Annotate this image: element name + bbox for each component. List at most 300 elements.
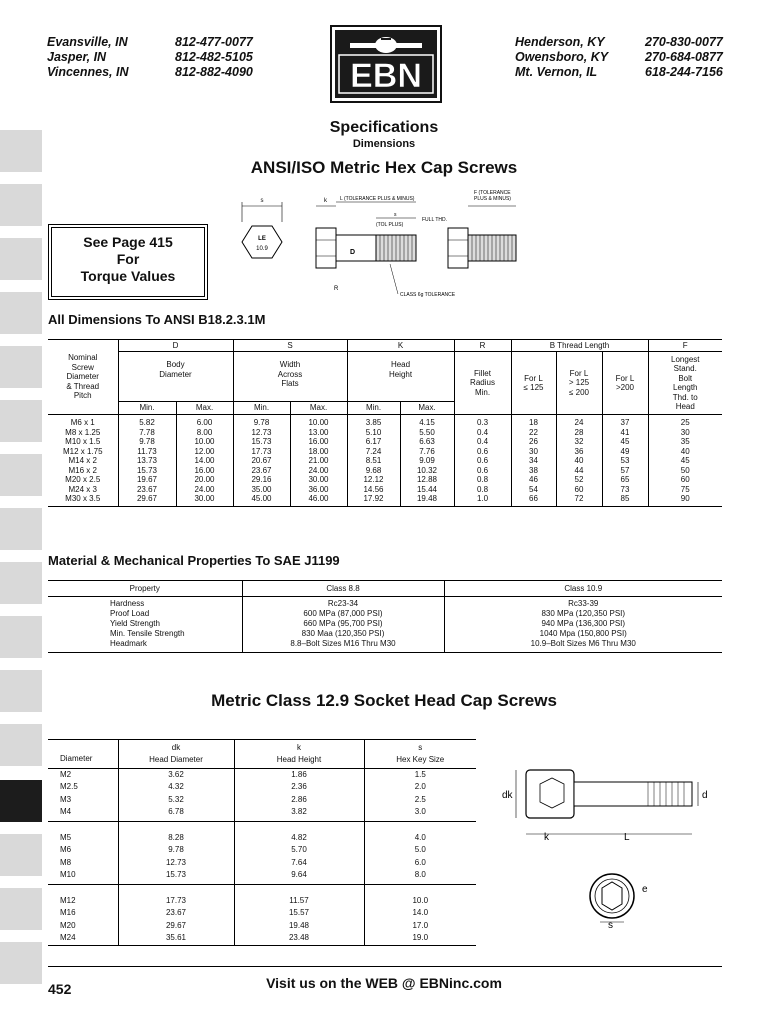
side-tab	[0, 238, 42, 280]
section-title-socket: Metric Class 12.9 Socket Head Cap Screws	[211, 691, 557, 710]
th-text: Longest	[671, 354, 700, 364]
socket-head-diagram	[498, 760, 724, 940]
table-cell: M8	[60, 857, 72, 867]
side-tab	[0, 724, 42, 766]
table-cell: 36	[556, 447, 602, 457]
table-cell: 9.78	[118, 437, 176, 447]
location-phone: 618-244-7156	[645, 65, 723, 79]
th-text: For L	[615, 373, 635, 383]
table-cell: 8.51	[347, 456, 400, 466]
table-cell: 37	[602, 415, 648, 428]
table-cell: 0.3	[454, 415, 511, 428]
table-cell: 2.36	[234, 781, 364, 794]
location-phone: 270-684-0877	[645, 50, 723, 64]
table-cell: 66	[511, 494, 556, 506]
th-text: >200	[615, 383, 635, 392]
table-cell: M24 x 3	[68, 484, 97, 494]
table-cell: 45	[602, 437, 648, 447]
table-cell: 0.4	[454, 437, 511, 447]
location-city: Owensboro, KY	[515, 50, 609, 64]
table-cell: 65	[602, 475, 648, 485]
table-cell: 60	[556, 485, 602, 495]
table-cell: 11.73	[118, 447, 176, 457]
th-text: Thd. to	[672, 392, 698, 402]
side-tab	[0, 346, 42, 388]
table-cell: 8.0	[364, 869, 476, 884]
dim-label-full-thd: FULL THD.	[422, 217, 448, 223]
th-text: Diameter	[66, 372, 99, 382]
table-cell: 22	[511, 428, 556, 438]
table-cell: 1.5	[364, 768, 476, 781]
dim-label-dk: dk	[502, 790, 513, 801]
table-cell: 1.86	[234, 768, 364, 781]
location-city: Evansville, IN	[47, 35, 128, 49]
table-cell: 3.82	[234, 806, 364, 821]
table-cell: 5.32	[118, 794, 234, 807]
table-row	[48, 428, 722, 438]
th-group-f: F	[648, 340, 722, 352]
table-row	[48, 884, 476, 907]
table-cell: 30.00	[290, 475, 347, 485]
th-property: Property	[48, 581, 242, 597]
table-cell: 8.8–Bolt Sizes M16 Thru M30	[242, 639, 444, 653]
table-cell: 30	[648, 428, 722, 438]
th-symbol: dk	[171, 742, 181, 752]
table-cell: 6.00	[176, 415, 233, 428]
th-text: Stand.	[673, 364, 697, 373]
th-text: Min.	[474, 387, 491, 397]
th-text: Length	[673, 383, 698, 392]
table-row	[48, 437, 722, 447]
table-cell: 32	[556, 437, 602, 447]
table-cell: 10.00	[290, 415, 347, 428]
th-group-r: R	[454, 340, 511, 352]
table-cell: 19.0	[364, 932, 476, 945]
table-cell: M10	[48, 869, 118, 884]
page-heading: Specifications	[329, 119, 439, 136]
table-cell: 23.67	[118, 485, 176, 495]
table-cell: 8.28	[118, 821, 234, 844]
th-text: ≤ 125	[523, 383, 544, 392]
table-cell: 600 MPa (87,000 PSI)	[242, 609, 444, 619]
table-cell: 6.17	[347, 437, 400, 447]
table-cell: M6	[60, 845, 72, 854]
table-cell: 24.00	[290, 466, 347, 476]
table-cell: 41	[602, 428, 648, 438]
locations-left-phones	[175, 35, 253, 80]
table-cell: 20.00	[176, 475, 233, 485]
material-heading: Material & Mechanical Properties To SAE J1199	[48, 553, 340, 568]
section-title-hex: ANSI/ISO Metric Hex Cap Screws	[250, 158, 518, 177]
th-min: Min.	[233, 402, 290, 415]
table-cell: 44	[556, 466, 602, 476]
table-cell: 15.44	[400, 485, 454, 495]
table-row	[48, 806, 476, 821]
table-cell: 57	[602, 466, 648, 476]
table-cell: 23.67	[118, 907, 234, 920]
table-cell: 23.48	[234, 932, 364, 945]
th-diameter: Diameter	[48, 740, 118, 769]
table-cell: 6.78	[118, 806, 234, 821]
table-cell: 6.63	[400, 437, 454, 447]
table-cell: 14.56	[347, 485, 400, 495]
table-cell: 52	[556, 475, 602, 485]
dim-label-k2: k	[544, 832, 549, 843]
table-cell: 75	[648, 485, 722, 495]
location-city: Henderson, KY	[515, 35, 605, 49]
table-cell: 0.6	[454, 456, 511, 466]
table-cell: M8 x 1.25	[65, 427, 101, 437]
table-cell: 21.00	[290, 456, 347, 466]
th-text: Diameter	[159, 369, 192, 379]
th-group-b: B Thread Length	[511, 340, 648, 352]
table-cell: 14.0	[364, 907, 476, 920]
table-cell: 5.0	[364, 844, 476, 857]
table-cell: 1040 Mpa (150,800 PSI)	[444, 629, 722, 639]
table-cell: 10.32	[400, 466, 454, 476]
props-table-body	[48, 597, 722, 653]
headmark-grade: 10.9	[256, 246, 268, 252]
table-cell: 30	[511, 447, 556, 457]
table-cell: 28	[556, 428, 602, 438]
table-cell: 4.82	[234, 821, 364, 844]
th-text: Across	[277, 369, 303, 379]
table-cell: M30 x 3.5	[65, 494, 101, 503]
table-cell: 19.67	[118, 475, 176, 485]
table-cell: 30.00	[176, 494, 233, 506]
th-text: For L	[569, 368, 589, 378]
table-cell: 38	[511, 466, 556, 476]
side-tab	[0, 508, 42, 550]
table-row	[48, 609, 722, 619]
table-cell: 12.88	[400, 475, 454, 485]
table-cell: M5	[60, 832, 72, 842]
table-cell: 29.67	[118, 920, 234, 933]
table-cell: 18	[511, 415, 556, 428]
table-cell: 13.00	[290, 428, 347, 438]
th-text: Head	[675, 402, 695, 411]
torque-box	[48, 224, 208, 300]
th-text: > 125	[568, 378, 590, 388]
th-class-88: Class 8.8	[242, 581, 444, 597]
table-cell: Hardness	[110, 599, 145, 608]
dim-label-r: R	[334, 286, 339, 292]
table-row	[48, 619, 722, 629]
table-row	[48, 781, 476, 794]
table-cell: Rc33-39	[444, 597, 722, 610]
table-cell: M12	[60, 895, 76, 905]
dim-label-s-thread: s	[394, 212, 397, 218]
ebn-logo	[330, 25, 442, 103]
properties-table	[48, 580, 722, 653]
th-text: Screw	[71, 362, 94, 372]
table-cell: M16 x 2	[68, 465, 97, 475]
table-cell: 35.00	[233, 485, 290, 495]
location-city: Mt. Vernon, IL	[515, 65, 598, 79]
table-cell: 0.6	[454, 447, 511, 457]
table-cell: 4.0	[364, 821, 476, 844]
table-cell: 17.0	[364, 920, 476, 933]
table-cell: 9.78	[118, 844, 234, 857]
table-cell: 12.12	[347, 475, 400, 485]
table-cell: 85	[602, 494, 648, 506]
th-min: Min.	[347, 402, 400, 415]
table-row	[48, 415, 722, 428]
table-cell: 40	[556, 456, 602, 466]
page-subheading: Dimensions	[352, 138, 416, 150]
table-cell: 13.73	[118, 456, 176, 466]
th-text: Body	[166, 360, 185, 369]
th-symbol: s	[418, 742, 423, 752]
table-cell: 940 MPa (136,300 PSI)	[444, 619, 722, 629]
side-tab	[0, 454, 42, 496]
table-row	[48, 597, 722, 610]
table-row	[48, 869, 476, 884]
table-cell: 90	[648, 494, 722, 506]
th-group-d: D	[118, 340, 233, 352]
location-phone: 270-830-0077	[645, 35, 723, 49]
side-tab	[0, 292, 42, 334]
table-cell: M2.5	[60, 782, 78, 791]
side-tab-active	[0, 780, 42, 822]
table-cell: 10.0	[364, 884, 476, 907]
table-cell: M20 x 2.5	[65, 475, 101, 484]
table-cell: 15.73	[118, 869, 234, 884]
table-cell: 6.0	[364, 857, 476, 870]
table-row	[48, 932, 476, 945]
dim-label-e: e	[642, 884, 648, 895]
table-cell: M2	[60, 769, 72, 779]
th-max: Max.	[290, 402, 347, 415]
table-row	[48, 466, 722, 476]
table-cell: 0.8	[454, 475, 511, 485]
side-tab	[0, 400, 42, 442]
th-text: Hex Key Size	[396, 755, 445, 765]
th-text: Nominal	[68, 353, 98, 363]
th-text: & Thread	[66, 381, 100, 391]
table-cell: 7.64	[234, 857, 364, 870]
table-row	[48, 485, 722, 495]
table-cell: 8.00	[176, 428, 233, 438]
table-cell: 29.16	[233, 475, 290, 485]
dim-label-L: L	[624, 832, 630, 843]
table-cell: 10.9–Bolt Sizes M6 Thru M30	[444, 639, 722, 653]
dim-label-class6g: CLASS 6g TOLERANCE	[400, 292, 456, 298]
table-cell: 40	[648, 447, 722, 457]
table-cell: Min. Tensile Strength	[110, 629, 185, 638]
table-cell: 0.8	[454, 485, 511, 495]
table-row	[48, 920, 476, 933]
side-tab	[0, 616, 42, 658]
table-cell: 830 Maa (120,350 PSI)	[242, 629, 444, 639]
table-cell: 16.00	[290, 437, 347, 447]
th-text: Bolt	[678, 373, 693, 383]
th-min: Min.	[118, 402, 176, 415]
table-cell: 9.64	[234, 869, 364, 884]
table-row	[48, 907, 476, 920]
th-text: Width	[279, 360, 301, 369]
table-cell: 5.82	[118, 415, 176, 428]
th-text: Radius	[470, 378, 495, 388]
table-cell: 5.10	[347, 428, 400, 438]
th-text: Head Diameter	[149, 755, 203, 765]
table-cell: 73	[602, 485, 648, 495]
hex-bolt-diagram	[230, 188, 530, 304]
table-cell: 4.32	[118, 781, 234, 794]
table-cell: 19.48	[234, 920, 364, 933]
table-cell: M24	[60, 933, 76, 942]
th-text: Fillet	[474, 368, 491, 378]
dim-label-s2: s	[608, 920, 613, 931]
locations-right-phones	[645, 35, 723, 80]
table-cell: 17.92	[347, 494, 400, 506]
table-cell: 35	[648, 437, 722, 447]
th-symbol: k	[297, 742, 301, 752]
table-cell: 16.00	[176, 466, 233, 476]
dim-label-d: D	[350, 249, 356, 256]
table-cell: 18.00	[290, 447, 347, 457]
table-cell: 4.15	[400, 415, 454, 428]
th-text: Head	[390, 360, 411, 369]
th-text: Head Height	[276, 755, 322, 765]
table-cell: 26	[511, 437, 556, 447]
side-tab	[0, 888, 42, 930]
dim-label-k: k	[324, 198, 327, 204]
torque-line: See Page 415	[83, 234, 173, 250]
dims-table-body	[48, 415, 722, 507]
table-cell: 2.5	[364, 794, 476, 807]
socket-table-body	[48, 768, 476, 945]
dim-label-f-2: PLUS & MINUS)	[474, 196, 511, 202]
table-cell: 11.57	[234, 884, 364, 907]
locations-right-cities	[515, 35, 608, 80]
table-cell: 20.67	[233, 456, 290, 466]
table-cell: 3.85	[347, 415, 400, 428]
table-cell: 5.70	[234, 844, 364, 857]
table-cell: 72	[556, 494, 602, 506]
hex-dimensions-table	[48, 339, 722, 507]
table-cell: 12.73	[118, 857, 234, 870]
table-cell: 29.67	[118, 494, 176, 506]
th-text: For L	[524, 373, 543, 383]
table-cell: 46.00	[290, 494, 347, 506]
footer-rule	[48, 966, 722, 967]
table-cell: 10.00	[176, 437, 233, 447]
table-cell: M16	[60, 908, 76, 917]
logo-text: EBN	[350, 57, 422, 95]
locations-left-cities	[47, 35, 129, 80]
table-cell: Headmark	[110, 639, 147, 648]
table-cell: 0.4	[454, 428, 511, 438]
table-cell: 9.68	[347, 466, 400, 476]
table-cell: 5.50	[400, 428, 454, 438]
table-cell: 19.48	[400, 494, 454, 506]
table-cell: 7.24	[347, 447, 400, 457]
th-class-109: Class 10.9	[444, 581, 722, 597]
table-cell: 45.00	[233, 494, 290, 506]
side-tab	[0, 834, 42, 876]
torque-line: For	[116, 251, 140, 267]
table-cell: 35.61	[118, 932, 234, 945]
headmark-label: LE	[258, 236, 266, 242]
table-cell: 50	[648, 466, 722, 476]
dim-label-f: F (TOLERANCE	[474, 190, 511, 196]
side-tab	[0, 184, 42, 226]
table-cell: 830 MPa (120,350 PSI)	[444, 609, 722, 619]
dim-label-s: s	[260, 198, 264, 204]
th-group-k: K	[347, 340, 454, 352]
table-cell: Yield Strength	[110, 619, 160, 628]
dims-heading: All Dimensions To ANSI B18.2.3.1M	[48, 312, 266, 327]
table-cell: M14 x 2	[68, 456, 97, 465]
th-group-s: S	[233, 340, 347, 352]
th-max: Max.	[400, 402, 454, 415]
table-cell: 12.73	[233, 428, 290, 438]
footer-link[interactable]: Visit us on the WEB @ EBNinc.com	[266, 975, 502, 991]
table-row	[48, 844, 476, 857]
th-text: Height	[388, 369, 413, 379]
table-cell: 2.86	[234, 794, 364, 807]
table-cell: 60	[648, 475, 722, 485]
table-cell: 15.73	[118, 466, 176, 476]
table-cell: 3.62	[118, 768, 234, 781]
side-tab	[0, 562, 42, 604]
table-cell: 46	[511, 475, 556, 485]
location-phone: 812-482-5105	[175, 50, 253, 64]
th-max: Max.	[176, 402, 233, 415]
table-cell: 2.0	[364, 781, 476, 794]
torque-line: Torque Values	[80, 268, 176, 284]
table-cell: 1.0	[454, 494, 511, 506]
table-row	[48, 857, 476, 870]
table-cell: 15.73	[233, 437, 290, 447]
table-row	[48, 629, 722, 639]
table-cell: 17.73	[118, 884, 234, 907]
socket-head-table	[48, 739, 476, 946]
table-cell: 7.78	[118, 428, 176, 438]
table-row	[48, 821, 476, 844]
table-cell: M6 x 1	[70, 418, 95, 427]
table-cell: 25	[648, 415, 722, 428]
table-cell: 9.09	[400, 456, 454, 466]
table-cell: Rc23-34	[242, 597, 444, 610]
table-row	[48, 475, 722, 485]
page-number: 452	[48, 981, 72, 997]
dim-label-d2: d	[702, 790, 708, 801]
table-row	[48, 494, 722, 506]
th-text: Pitch	[73, 391, 92, 401]
location-phone: 812-882-4090	[175, 65, 253, 79]
th-text: Flats	[281, 379, 299, 388]
table-cell: 14.00	[176, 456, 233, 466]
table-cell: 45	[648, 456, 722, 466]
table-cell: 3.0	[364, 806, 476, 821]
table-cell: 34	[511, 456, 556, 466]
dim-label-l: L (TOLERANCE PLUS & MINUS)	[340, 196, 415, 202]
location-phone: 812-477-0077	[175, 35, 253, 49]
location-city: Jasper, IN	[47, 50, 107, 64]
table-cell: Proof Load	[110, 609, 150, 618]
table-cell: M12 x 1.75	[62, 446, 103, 456]
table-cell: M3	[60, 794, 72, 804]
th-text: ≤ 200	[569, 387, 589, 397]
table-row	[48, 639, 722, 653]
table-cell: 23.67	[233, 466, 290, 476]
table-cell: 49	[602, 447, 648, 457]
table-cell: 15.57	[234, 907, 364, 920]
table-cell: 660 MPa (95,700 PSI)	[242, 619, 444, 629]
table-cell: 7.76	[400, 447, 454, 457]
